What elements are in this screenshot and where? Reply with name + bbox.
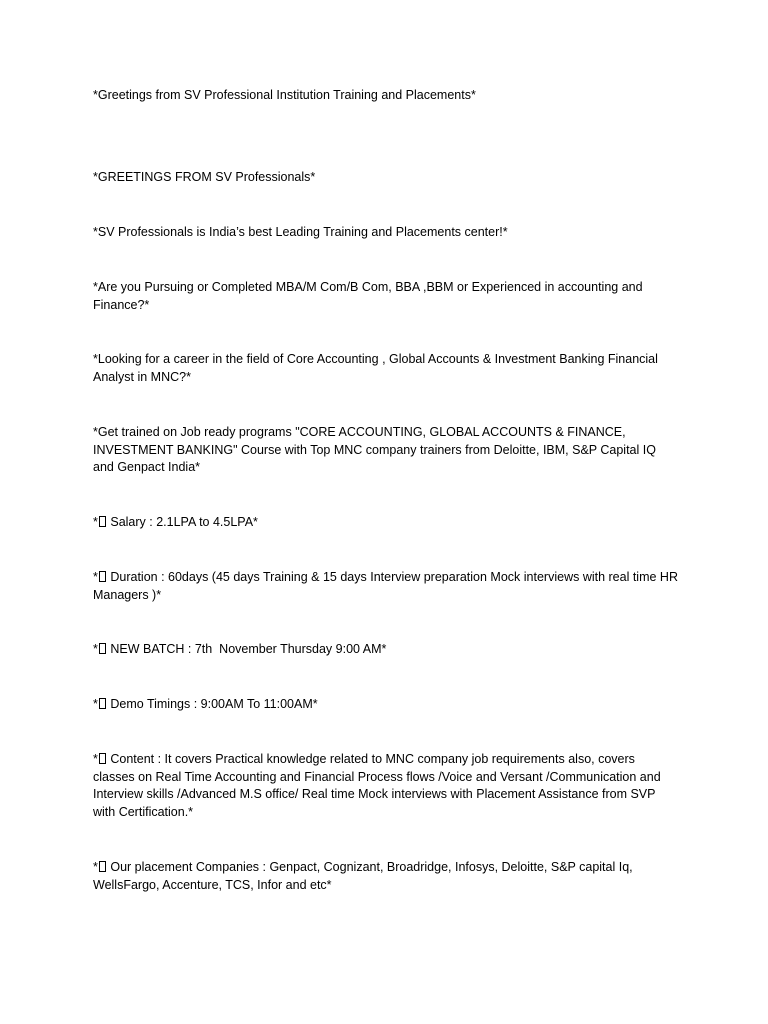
content-item [93,751,678,821]
content-text: Content : It covers Practical knowledge related to MNC company job requirements also, covers classes on Real Time Accounting and Financial Process flows /Voice and Versant /Communication and Interview skills /Advanced M.S office/ Real time Mock interviews with Placement Assistance from SVP with Certification.* [93,752,665,819]
item-prefix: * [93,570,98,584]
symbol-glyph-icon [99,571,106,582]
question-career: *Looking for a career in the field of Core Accounting , Global Accounts & Investment Banking Financial Analyst in MNC?* [93,352,661,384]
item-prefix: * [93,697,98,711]
item-prefix: * [93,860,98,874]
new-batch-item [93,641,678,659]
demo-timings-text: Demo Timings : 9:00AM To 11:00AM* [110,697,318,711]
programs-paragraph: *Get trained on Job ready programs "CORE ACCOUNTING, GLOBAL ACCOUNTS & FINANCE, INVESTMENT BANKING" Course with Top MNC company trainers from Deloitte, IBM, S&P Capital IQ and Genpact India* [93,425,660,474]
placement-companies-item [93,859,678,894]
question-qualification: *Are you Pursuing or Completed MBA/M Com/B Com, BBA ,BBM or Experienced in accounting and Finance?* [93,280,647,312]
symbol-glyph-icon [99,698,106,709]
symbol-glyph-icon [99,516,106,527]
new-batch-text: NEW BATCH : 7th November Thursday 9:00 AM* [110,642,387,656]
greeting-heading: *GREETINGS FROM SV Professionals* [93,170,316,184]
salary-item [93,514,678,532]
salary-text: Salary : 2.1LPA to 4.5LPA* [110,515,258,529]
duration-item [93,569,682,604]
item-prefix: * [93,752,98,766]
symbol-glyph-icon [99,643,106,654]
symbol-glyph-icon [99,753,106,764]
greeting-line: *Greetings from SV Professional Institution Training and Placements* [93,88,476,102]
item-prefix: * [93,642,98,656]
demo-timings-item [93,696,678,714]
item-prefix: * [93,515,98,529]
symbol-glyph-icon [99,861,106,872]
placement-companies-text: Our placement Companies : Genpact, Cognizant, Broadridge, Infosys, Deloitte, S&P capital Iq, WellsFargo, Accenture, TCS, Infor and etc* [93,860,637,892]
intro-line: *SV Professionals is India’s best Leading Training and Placements center!* [93,225,508,239]
duration-text: Duration : 60days (45 days Training & 15 days Interview preparation Mock interviews with real time HR Managers )* [93,570,682,602]
